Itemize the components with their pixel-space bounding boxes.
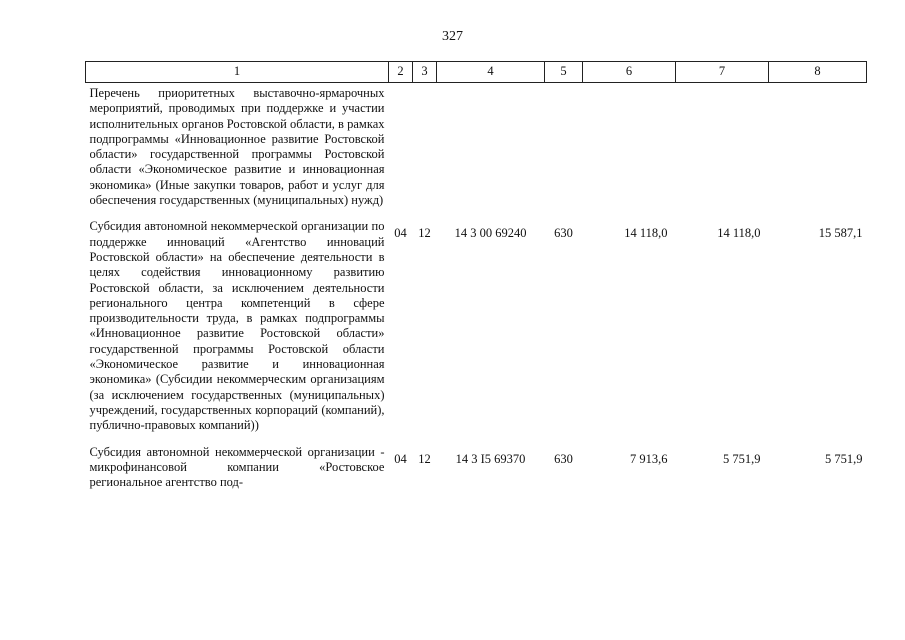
header-row	[86, 62, 867, 83]
table-row	[86, 83, 867, 217]
row-amount-1: 14 118,0	[624, 226, 668, 241]
column-header: 8	[769, 62, 867, 83]
row-amount-2: 14 118,0	[717, 226, 761, 241]
row-expense-type: 630	[554, 226, 573, 241]
row-target-article: 14 3 I5 69370	[455, 451, 526, 466]
row-amount-3: 5 751,9	[825, 451, 863, 466]
row-amount-3: 15 587,1	[818, 226, 863, 241]
table-header	[86, 62, 867, 83]
row-section	[389, 83, 413, 217]
row-description: Субсидия автономной некоммерческой организации по поддержке инноваций «Агентство инноваций Ростовской области» на обеспечение деятельности в целях содействия инновационному развитию Ростовской области, за исключением деятельности регионального центра компетенций в сфере производительности труда, в рамках подпрограммы «Инновационное развитие Ростовской области» государственной программы Ростовской области «Экономическое развитие и инновационная экономика» (Субсидии некоммерческим организациям (за исключением государственных (муниципальных) учреждений, государственных корпораций (компаний), публично-правовых компаний))	[89, 219, 385, 433]
row-amount-1	[583, 83, 676, 217]
column-header: 7	[676, 62, 769, 83]
column-header: 5	[545, 62, 583, 83]
column-header: 3	[413, 62, 437, 83]
row-amount-3	[769, 83, 867, 217]
row-amount-1: 7 913,6	[630, 451, 668, 466]
column-header: 4	[437, 62, 545, 83]
row-amount-2: 5 751,9	[723, 451, 761, 466]
row-expense-type: 630	[554, 451, 573, 466]
row-target-article	[437, 83, 545, 217]
row-target-article: 14 3 00 69240	[454, 226, 527, 241]
row-subsection	[413, 83, 437, 217]
budget-table	[85, 61, 867, 498]
page-number: 327	[442, 29, 463, 44]
table-body	[86, 83, 867, 499]
row-section: 04	[394, 226, 407, 241]
column-header: 6	[583, 62, 676, 83]
row-subsection: 12	[418, 226, 431, 241]
row-description: Перечень приоритетных выставочно-ярмарочных мероприятий, проводимых при поддержке и участии исполнительных органов Ростовской области, в рамках подпрограммы «Инновационное развитие Ростовской области» государственной программы Ростовской области «Экономическое развитие и инновационная экономика» (Иные закупки товаров, работ и услуг для обеспечения государственных (муниципальных) нужд)	[89, 86, 385, 208]
column-header: 2	[389, 62, 413, 83]
row-section: 04	[394, 451, 407, 466]
row-subsection: 12	[418, 451, 431, 466]
row-expense-type	[545, 83, 583, 217]
row-description: Субсидия автономной некоммерческой организации - микрофинансовой компании «Ростовское региональное агентство под-	[89, 444, 385, 490]
column-header: 1	[86, 62, 389, 83]
row-amount-2	[676, 83, 769, 217]
table-row	[86, 442, 867, 499]
table-row	[86, 216, 867, 441]
